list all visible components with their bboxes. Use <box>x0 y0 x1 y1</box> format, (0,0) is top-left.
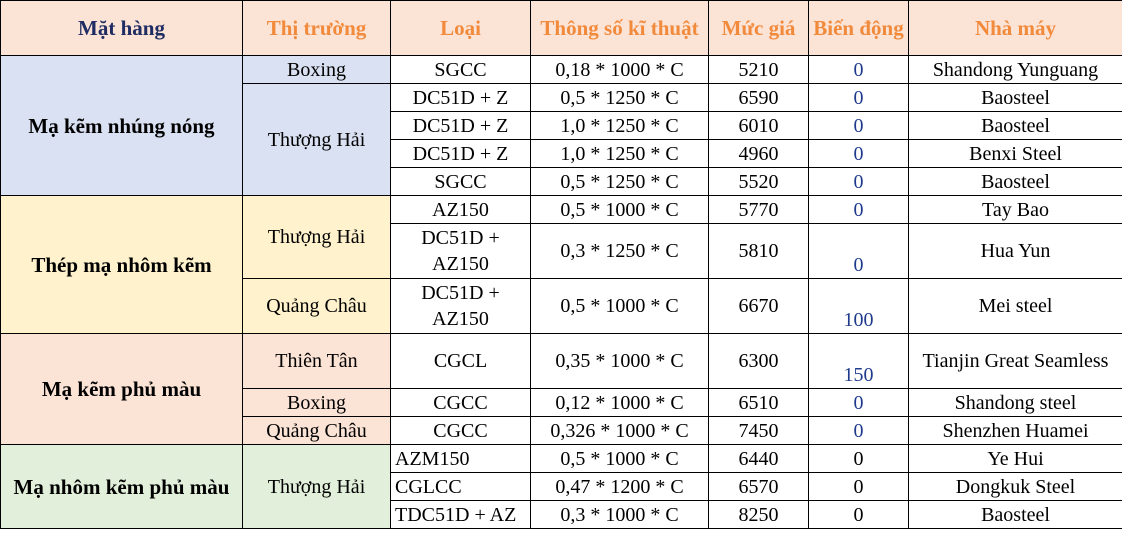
type-cell: DC51D + AZ150 <box>391 279 531 334</box>
header-spec: Thông số kĩ thuật <box>531 1 709 56</box>
market-cell: Quảng Châu <box>243 279 391 334</box>
spec-cell: 0,47 * 1200 * C <box>531 473 709 501</box>
spec-cell: 0,35 * 1000 * C <box>531 334 709 389</box>
mill-cell: Baosteel <box>909 84 1122 112</box>
category-cell: Mạ nhôm kẽm phủ màu <box>1 445 243 529</box>
mill-cell: Benxi Steel <box>909 140 1122 168</box>
table-row <box>1 334 1122 389</box>
spec-cell: 0,3 * 1000 * C <box>531 501 709 529</box>
change-cell: 0 <box>809 224 909 279</box>
header-mill: Nhà máy <box>909 1 1122 56</box>
change-cell: 150 <box>809 334 909 389</box>
type-cell: CGCC <box>391 417 531 445</box>
mill-cell: Baosteel <box>909 501 1122 529</box>
mill-cell: Ye Hui <box>909 445 1122 473</box>
spec-cell: 0,326 * 1000 * C <box>531 417 709 445</box>
type-cell: TDC51D + AZ <box>391 501 531 529</box>
spec-cell: 0,18 * 1000 * C <box>531 56 709 84</box>
change-cell: 0 <box>809 112 909 140</box>
market-cell: Thiên Tân <box>243 334 391 389</box>
price-cell: 5210 <box>709 56 809 84</box>
type-cell: AZ150 <box>391 196 531 224</box>
price-cell: 5810 <box>709 224 809 279</box>
mill-cell: Hua Yun <box>909 224 1122 279</box>
type-cell: CGLCC <box>391 473 531 501</box>
change-cell: 0 <box>809 389 909 417</box>
spec-cell: 0,5 * 1000 * C <box>531 279 709 334</box>
change-cell: 0 <box>809 140 909 168</box>
type-cell: SGCC <box>391 56 531 84</box>
change-cell: 0 <box>809 445 909 473</box>
header-change: Biến động <box>809 1 909 56</box>
price-cell: 4960 <box>709 140 809 168</box>
category-cell: Mạ kẽm nhúng nóng <box>1 56 243 196</box>
type-cell: DC51D + Z <box>391 84 531 112</box>
mill-cell: Shandong Yunguang <box>909 56 1122 84</box>
market-cell: Boxing <box>243 389 391 417</box>
mill-cell: Tay Bao <box>909 196 1122 224</box>
market-cell: Thượng Hải <box>243 196 391 279</box>
header-price: Mức giá <box>709 1 809 56</box>
price-cell: 6590 <box>709 84 809 112</box>
type-cell: AZM150 <box>391 445 531 473</box>
price-cell: 5770 <box>709 196 809 224</box>
price-cell: 6510 <box>709 389 809 417</box>
change-cell: 0 <box>809 168 909 196</box>
mill-cell: Tianjin Great Seamless <box>909 334 1122 389</box>
change-cell: 0 <box>809 196 909 224</box>
spec-cell: 0,5 * 1250 * C <box>531 84 709 112</box>
change-cell: 0 <box>809 473 909 501</box>
category-cell: Thép mạ nhôm kẽm <box>1 196 243 334</box>
price-cell: 6570 <box>709 473 809 501</box>
mill-cell: Dongkuk Steel <box>909 473 1122 501</box>
spec-cell: 0,5 * 1250 * C <box>531 168 709 196</box>
header-product: Mặt hàng <box>1 1 243 56</box>
table-row <box>1 196 1122 224</box>
table-row <box>1 445 1122 473</box>
price-cell: 6300 <box>709 334 809 389</box>
price-cell: 6670 <box>709 279 809 334</box>
change-cell: 0 <box>809 84 909 112</box>
header-type: Loại <box>391 1 531 56</box>
market-cell: Boxing <box>243 56 391 84</box>
spec-cell: 1,0 * 1250 * C <box>531 112 709 140</box>
header-market: Thị trường <box>243 1 391 56</box>
spec-cell: 0,5 * 1000 * C <box>531 196 709 224</box>
type-cell: CGCL <box>391 334 531 389</box>
header-row <box>1 1 1122 56</box>
mill-cell: Baosteel <box>909 168 1122 196</box>
spec-cell: 0,5 * 1000 * C <box>531 445 709 473</box>
change-cell: 0 <box>809 417 909 445</box>
type-cell: SGCC <box>391 168 531 196</box>
mill-cell: Shenzhen Huamei <box>909 417 1122 445</box>
spec-cell: 0,12 * 1000 * C <box>531 389 709 417</box>
change-cell: 0 <box>809 56 909 84</box>
spec-cell: 1,0 * 1250 * C <box>531 140 709 168</box>
type-cell: DC51D + AZ150 <box>391 224 531 279</box>
type-cell: DC51D + Z <box>391 112 531 140</box>
mill-cell: Mei steel <box>909 279 1122 334</box>
price-cell: 5520 <box>709 168 809 196</box>
type-cell: CGCC <box>391 389 531 417</box>
mill-cell: Shandong steel <box>909 389 1122 417</box>
change-cell: 0 <box>809 501 909 529</box>
market-cell: Thượng Hải <box>243 84 391 196</box>
market-cell: Thượng Hải <box>243 445 391 529</box>
price-cell: 8250 <box>709 501 809 529</box>
market-cell: Quảng Châu <box>243 417 391 445</box>
price-cell: 7450 <box>709 417 809 445</box>
change-cell: 100 <box>809 279 909 334</box>
price-cell: 6440 <box>709 445 809 473</box>
category-cell: Mạ kẽm phủ màu <box>1 334 243 445</box>
table-row <box>1 56 1122 84</box>
price-cell: 6010 <box>709 112 809 140</box>
mill-cell: Baosteel <box>909 112 1122 140</box>
spec-cell: 0,3 * 1250 * C <box>531 224 709 279</box>
type-cell: DC51D + Z <box>391 140 531 168</box>
